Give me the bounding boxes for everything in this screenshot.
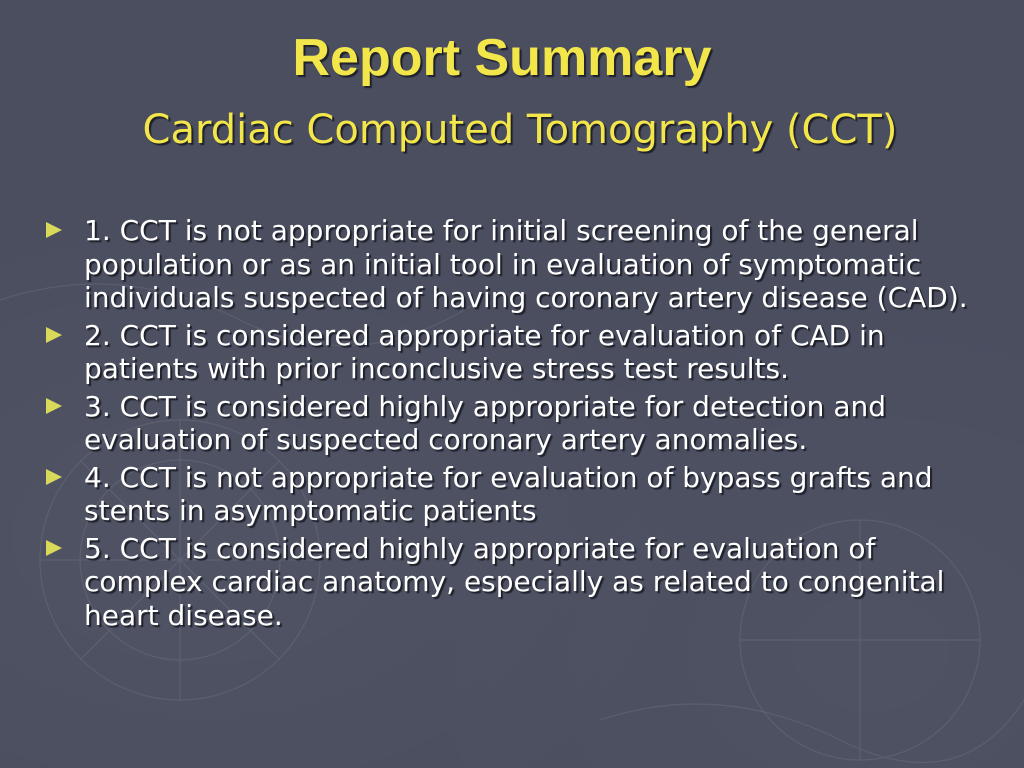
bullet-item [46, 214, 996, 315]
bullet-text: 3. CCT is considered highly appropriate for detection and evaluation of suspected coronary artery anomalies. [84, 389, 886, 456]
triangle-right-icon [46, 222, 62, 238]
bullet-text: 2. CCT is considered appropriate for evaluation of CAD in patients with prior inconclusive stress test results. [84, 318, 885, 385]
triangle-right-icon [46, 398, 62, 414]
slide-title: Report Summary [292, 29, 712, 87]
triangle-right-icon [46, 540, 62, 556]
triangle-right-icon [46, 327, 62, 343]
triangle-right-icon [46, 469, 62, 485]
slide-subtitle: Cardiac Computed Tomography (CCT) [142, 107, 898, 153]
bullet-text: 1. CCT is not appropriate for initial screening of the general population or as an initial tool in evaluation of symptomatic individuals suspected of having coronary artery disease (CAD). [84, 214, 968, 314]
bullet-item [46, 461, 996, 528]
bullet-item [46, 532, 996, 633]
bullet-item [46, 390, 996, 457]
bullet-text: 5. CCT is considered highly appropriate for evaluation of complex cardiac anatomy, especially as related to congenital heart disease. [84, 531, 945, 632]
bullet-text: 4. CCT is not appropriate for evaluation of bypass grafts and stents in asymptomatic patients [84, 460, 933, 527]
bullet-list [46, 214, 996, 636]
bullet-item [46, 319, 996, 386]
